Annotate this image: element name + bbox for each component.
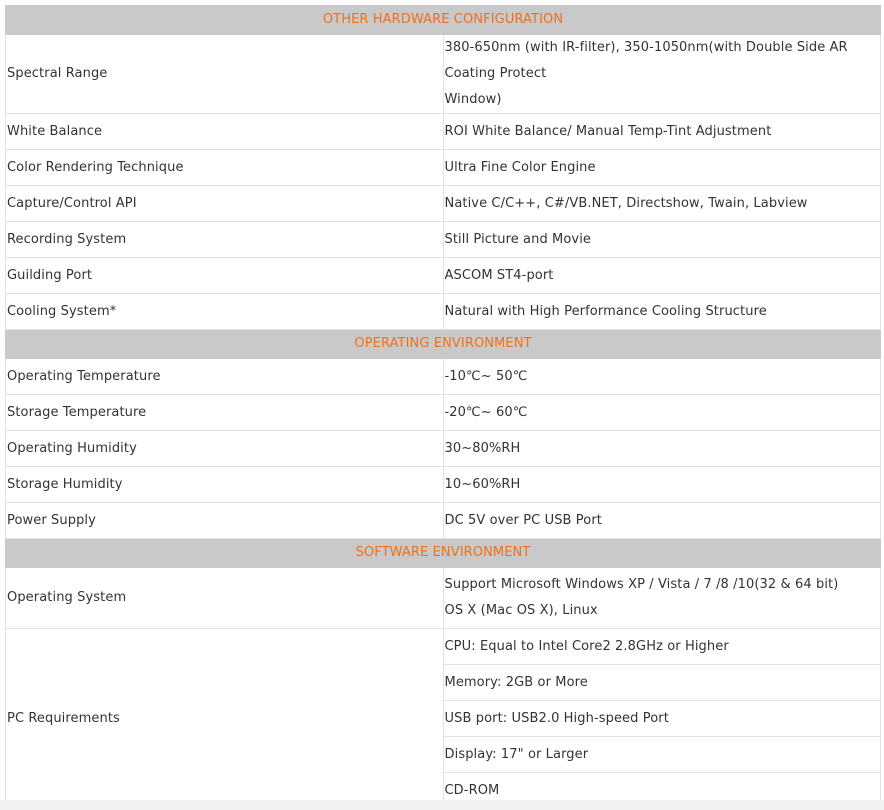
row-label: White Balance bbox=[6, 114, 444, 150]
row-label: Operating Humidity bbox=[6, 431, 444, 467]
section-header-hardware bbox=[6, 6, 881, 35]
row-value: Native C/C++, C#/VB.NET, Directshow, Twain, Labview bbox=[443, 186, 881, 222]
row-label: Capture/Control API bbox=[6, 186, 444, 222]
page-bottom-strip bbox=[0, 800, 884, 810]
row-value: Ultra Fine Color Engine bbox=[443, 150, 881, 186]
row-label: Cooling System* bbox=[6, 294, 444, 330]
spec-table bbox=[5, 5, 881, 809]
row-value: Memory: 2GB or More bbox=[443, 665, 881, 701]
row-value-line: Support Microsoft Windows XP / Vista / 7 /8 /10(32 & 64 bit) bbox=[444, 577, 839, 592]
row-value-line: OS X (Mac OS X), Linux bbox=[444, 603, 598, 618]
section-title: OTHER HARDWARE CONFIGURATION bbox=[6, 6, 881, 35]
table-row bbox=[6, 186, 881, 222]
row-value: -10℃~ 50℃ bbox=[443, 359, 881, 395]
row-value bbox=[443, 568, 881, 629]
row-label: Operating Temperature bbox=[6, 359, 444, 395]
table-row bbox=[6, 222, 881, 258]
row-value: Still Picture and Movie bbox=[443, 222, 881, 258]
row-label: Recording System bbox=[6, 222, 444, 258]
table-row bbox=[6, 150, 881, 186]
table-row bbox=[6, 568, 881, 629]
table-row bbox=[6, 114, 881, 150]
table-row bbox=[6, 359, 881, 395]
row-value-line: Window) bbox=[444, 92, 502, 107]
row-value: ASCOM ST4-port bbox=[443, 258, 881, 294]
table-row bbox=[6, 395, 881, 431]
row-label: Color Rendering Technique bbox=[6, 150, 444, 186]
section-title: OPERATING ENVIRONMENT bbox=[6, 330, 881, 359]
table-row bbox=[6, 503, 881, 539]
row-value-line: 380-650nm (with IR-filter), 350-1050nm(with Double Side AR Coating Protect bbox=[444, 40, 848, 81]
row-label: PC Requirements bbox=[6, 629, 444, 809]
row-value: 30~80%RH bbox=[443, 431, 881, 467]
row-label: Storage Temperature bbox=[6, 395, 444, 431]
row-value: -20℃~ 60℃ bbox=[443, 395, 881, 431]
section-header-operating bbox=[6, 330, 881, 359]
row-value: ROI White Balance/ Manual Temp-Tint Adjustment bbox=[443, 114, 881, 150]
row-value: DC 5V over PC USB Port bbox=[443, 503, 881, 539]
row-value: 10~60%RH bbox=[443, 467, 881, 503]
row-value bbox=[443, 35, 881, 114]
section-title: SOFTWARE ENVIRONMENT bbox=[6, 539, 881, 568]
table-row bbox=[6, 35, 881, 114]
row-value: Natural with High Performance Cooling Structure bbox=[443, 294, 881, 330]
row-label: Power Supply bbox=[6, 503, 444, 539]
row-value: Display: 17" or Larger bbox=[443, 737, 881, 773]
row-label: Storage Humidity bbox=[6, 467, 444, 503]
table-row bbox=[6, 258, 881, 294]
row-value: CPU: Equal to Intel Core2 2.8GHz or Higher bbox=[443, 629, 881, 665]
table-row bbox=[6, 629, 881, 665]
section-header-software bbox=[6, 539, 881, 568]
row-label: Spectral Range bbox=[6, 35, 444, 114]
row-value: CD-ROM bbox=[443, 773, 881, 809]
table-row bbox=[6, 294, 881, 330]
row-label: Guilding Port bbox=[6, 258, 444, 294]
row-label: Operating System bbox=[6, 568, 444, 629]
table-row bbox=[6, 467, 881, 503]
table-row bbox=[6, 431, 881, 467]
row-value: USB port: USB2.0 High-speed Port bbox=[443, 701, 881, 737]
